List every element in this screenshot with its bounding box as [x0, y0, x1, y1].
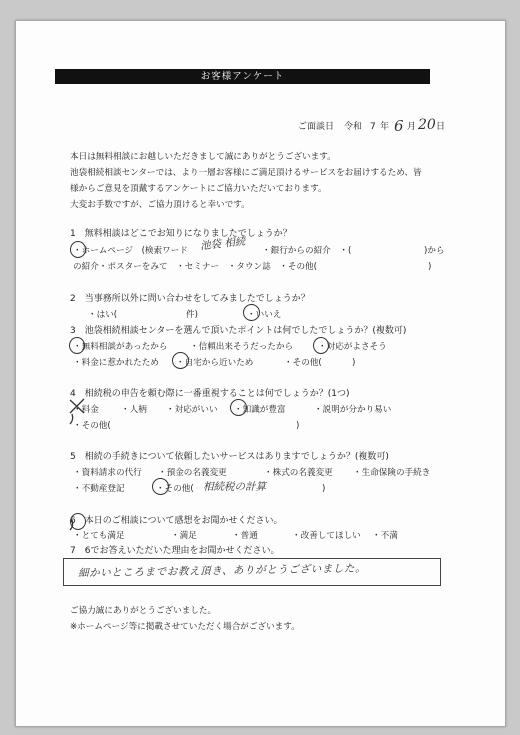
date-month-unit: 月 [407, 122, 417, 132]
date-day-unit: 日 [436, 122, 446, 132]
q6-option-very-satisfied: ・とても満足 [73, 531, 125, 541]
q5-handwritten-other: 相続税の計算 [203, 481, 266, 493]
date-label: ご面談日 [298, 122, 335, 132]
q1-line2: の紹介・ポスターをみて ・セミナー ・タウン誌 ・その他( [73, 262, 317, 272]
q1-line1-mid: ・銀行からの紹介 ・( [262, 246, 352, 256]
q6-option-satisfied: ・満足 [171, 531, 197, 541]
q3-other-end: ) [352, 358, 356, 368]
q1-handwritten-keyword: 池袋 相続 [199, 235, 246, 253]
q3-option-good-service: ・対応がよさそう [318, 342, 387, 352]
q1-line1-end: )から [424, 246, 445, 256]
intro-line-1: 本日は無料相談にお越しいただきまして誠にありがとうございます。 [70, 152, 336, 162]
date-month-handwritten: 6 [394, 117, 404, 135]
footer-thanks: ご協力誠にありがとうございました。 [70, 606, 217, 616]
q4-price-cross-tail [70, 414, 73, 424]
q4-option-clear-explanation: ・説明が分かり易い [314, 405, 392, 415]
q4-option-price: ・料金 [73, 405, 99, 415]
q7-question: 7 6でお答えいただいた理由をお聞かせください。 [70, 546, 280, 556]
q5-option-deposit-transfer: ・預金の名義変更 [158, 468, 227, 478]
q5-option-stock-transfer: ・株式の名義変更 [264, 468, 333, 478]
q1-question: 1 無料相談はどこでお知りになりましたでしょうか？ [70, 229, 292, 239]
q7-handwritten-answer: 細かいところまでお教え頂き、ありがとうございました。 [77, 562, 367, 580]
q4-other-end: ) [296, 421, 300, 431]
q4-price-cross-mark [70, 399, 84, 413]
q3-question: 3 池袋相続相談センターを選んで頂いたポイントは何でしたでしょうか？(複数可) [70, 326, 407, 336]
intro-line-3: 様からご意見を頂戴するアンケートにご協力いただいております。 [70, 184, 327, 194]
q3-option-price: ・料金に惹かれたため [73, 358, 159, 368]
date-era: 令和 [344, 122, 363, 132]
q3-option-other: ・その他( [284, 358, 322, 368]
q2-no: ・いいえ [247, 310, 282, 320]
q3-option-free-consult: ・無料相談があったから [73, 342, 168, 352]
footer-note: ※ホームページ等に掲載させていただく場合がございます。 [70, 622, 300, 632]
q4-option-good-service: ・対応がいい [166, 405, 218, 415]
q4-option-knowledge: ・知識が豊富 [234, 405, 286, 415]
q3-option-near-home: ・自宅から近いため [176, 358, 254, 368]
q6-answer-circle [70, 513, 86, 530]
date-year: 7 [370, 122, 376, 132]
q5-option-document-request: ・資料請求の代行 [73, 468, 142, 478]
date-day-handwritten: 20 [418, 117, 436, 133]
intro-line-2: 池袋相続相談センターでは、より一層お客様にご満足頂けるサービスをお届けするため、皆 [70, 168, 422, 178]
q5-answer-circle [152, 478, 169, 495]
q3-option-trustworthy: ・信頼出来そうだったから [190, 342, 294, 352]
q2-yes-unit: 件) [186, 310, 198, 320]
q6-option-needs-improvement: ・改善してほしい [292, 531, 361, 541]
q4-option-personality: ・人柄 [121, 405, 147, 415]
q6-option-normal: ・普通 [232, 531, 258, 541]
q5-question: 5 相続の手続きについて依頼したいサービスはありますでしょうか？(複数可) [70, 452, 389, 462]
q5-option-real-estate: ・不動産登記 [73, 484, 125, 494]
q5-other-end: ) [322, 484, 326, 494]
q6-option-dissatisfied: ・不満 [372, 531, 398, 541]
q5-option-other: ・その他( [156, 484, 194, 494]
q1-line2-end: ) [428, 262, 432, 272]
survey-title: お客様アンケート [55, 69, 430, 84]
q1-line1: ・ホームページ (検索ワード [73, 246, 188, 256]
q6-question: 6 本日のご相談について感想をお聞かせください。 [70, 516, 283, 526]
intro-line-4: 大変お手数ですが、ご協力頂けると幸いです。 [70, 200, 250, 210]
q2-question: 2 当事務所以外に問い合わせをしてみましたでしょうか？ [70, 294, 310, 304]
date-year-unit: 年 [380, 122, 390, 132]
q4-question: 4 相続税の申告を頼む際に一番重視することは何でしょうか？(1つ) [70, 389, 350, 399]
q4-option-other: ・その他( [73, 421, 111, 431]
q2-yes: ・はい( [88, 310, 118, 320]
q5-option-life-insurance: ・生命保険の手続き [353, 468, 431, 478]
